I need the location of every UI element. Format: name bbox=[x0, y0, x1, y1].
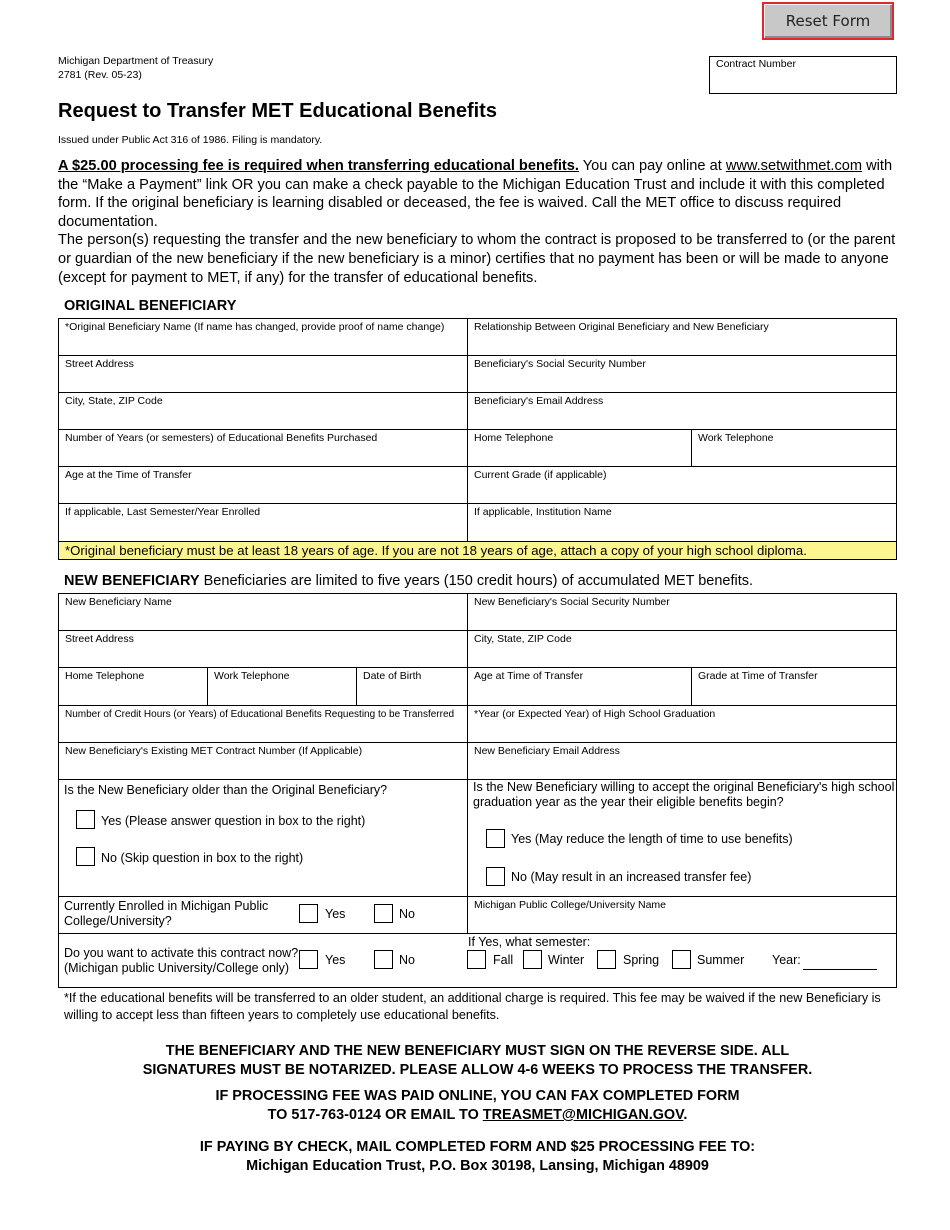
activate-question-line-1: Do you want to activate this contract now? bbox=[64, 946, 299, 960]
current-grade-field[interactable] bbox=[467, 466, 897, 504]
spring-checkbox[interactable] bbox=[597, 950, 616, 969]
fax-notice bbox=[58, 1087, 897, 1125]
date-of-birth-label: Date of Birth bbox=[363, 670, 422, 682]
original-street-field[interactable] bbox=[58, 355, 468, 393]
original-email-label: Beneficiary's Email Address bbox=[474, 395, 604, 407]
original-home-phone-label: Home Telephone bbox=[474, 432, 554, 444]
signature-line-1: THE BENEFICIARY AND THE NEW BENEFICIARY MUST SIGN ON THE REVERSE SIDE. ALL bbox=[165, 1043, 790, 1059]
fee-paragraph bbox=[58, 157, 898, 231]
accept-no-label: No (May result in an increased transfer fee) bbox=[511, 870, 752, 884]
mail-line-2: Michigan Education Trust, P.O. Box 30198, Lansing, Michigan 48909 bbox=[246, 1158, 709, 1174]
relationship-field[interactable] bbox=[467, 318, 897, 356]
relationship-label: Relationship Between Original Beneficiary and New Beneficiary bbox=[474, 321, 769, 333]
fax-line-2-end: . bbox=[683, 1107, 688, 1123]
treasmet-email-link[interactable]: TREASMET@MICHIGAN.GOV bbox=[482, 1107, 684, 1123]
accept-question-line-2: graduation year as the year their eligible benefits begin? bbox=[473, 795, 784, 809]
date-of-birth-field[interactable] bbox=[356, 667, 468, 706]
fee-bold: A $25.00 processing fee is required when transferring educational benefits. bbox=[58, 158, 579, 174]
original-age-field[interactable] bbox=[58, 466, 468, 504]
original-city-label: City, State, ZIP Code bbox=[65, 395, 163, 407]
new-street-field[interactable] bbox=[58, 630, 468, 668]
older-no-label: No (Skip question in box to the right) bbox=[101, 851, 304, 865]
new-home-phone-label: Home Telephone bbox=[65, 670, 145, 682]
institution-label: If applicable, Institution Name bbox=[474, 506, 612, 518]
spring-label: Spring bbox=[623, 953, 660, 967]
credit-hours-label: Number of Credit Hours (or Years) of Educational Benefits Requesting to be Transferred bbox=[65, 709, 455, 720]
activate-no-label: No bbox=[399, 953, 415, 967]
new-grade-field[interactable] bbox=[691, 667, 897, 706]
summer-label: Summer bbox=[697, 953, 745, 967]
new-street-label: Street Address bbox=[65, 633, 134, 645]
older-yes-label: Yes (Please answer question in box to the right) bbox=[101, 814, 366, 828]
fee-text-a: You can pay online at bbox=[578, 158, 726, 174]
new-heading-title: NEW BENEFICIARY bbox=[64, 573, 200, 589]
activate-question-line-2: (Michigan public University/College only) bbox=[64, 961, 290, 975]
page-title: Request to Transfer MET Educational Benefits bbox=[58, 100, 497, 122]
fee-text-b: with the “Make a Payment” link OR you can make a check payable to the Michigan Education Trust and include it with this completed form. If the original beneficiary is learning disabled or deceased, the fee is waived. Call the MET office to discuss required documentation. bbox=[58, 158, 893, 230]
original-home-phone-field[interactable] bbox=[467, 429, 692, 467]
original-work-phone-label: Work Telephone bbox=[698, 432, 774, 444]
original-ssn-label: Beneficiary's Social Security Number bbox=[474, 358, 646, 370]
original-city-field[interactable] bbox=[58, 392, 468, 430]
college-name-label: Michigan Public College/University Name bbox=[474, 899, 666, 911]
contract-number-field[interactable] bbox=[709, 56, 897, 94]
original-street-label: Street Address bbox=[65, 358, 134, 370]
new-home-phone-field[interactable] bbox=[58, 667, 208, 706]
activate-yes-label: Yes bbox=[325, 953, 346, 967]
new-name-field[interactable] bbox=[58, 593, 468, 631]
accept-question bbox=[473, 780, 894, 810]
contract-number-label: Contract Number bbox=[716, 58, 796, 70]
accept-question-line-1: Is the New Beneficiary willing to accept the original Beneficiary's high school bbox=[473, 780, 895, 794]
older-yes-checkbox[interactable] bbox=[76, 810, 95, 829]
credit-hours-field[interactable] bbox=[58, 705, 468, 743]
enrolled-question bbox=[64, 899, 268, 929]
semester-question: If Yes, what semester: bbox=[468, 935, 591, 949]
activate-question bbox=[64, 946, 298, 976]
new-beneficiary-heading bbox=[64, 573, 753, 589]
new-work-phone-field[interactable] bbox=[207, 667, 357, 706]
enrolled-yes-checkbox[interactable] bbox=[299, 904, 318, 923]
issued-note: Issued under Public Act 316 of 1986. Filing is mandatory. bbox=[58, 134, 323, 146]
new-city-field[interactable] bbox=[467, 630, 897, 668]
years-purchased-label: Number of Years (or semesters) of Educational Benefits Purchased bbox=[65, 432, 378, 444]
year-input[interactable] bbox=[803, 969, 877, 970]
fax-line-2-text: TO 517-763-0124 OR EMAIL TO bbox=[267, 1107, 483, 1123]
accept-yes-label: Yes (May reduce the length of time to use benefits) bbox=[511, 832, 793, 846]
new-name-label: New Beneficiary Name bbox=[65, 596, 172, 608]
website-link[interactable]: www.setwithmet.com bbox=[725, 158, 863, 174]
certify-paragraph: The person(s) requesting the transfer and the new beneficiary to whom the contract is proposed to be transferred to (or the parent or guardian of the new beneficiary if the new beneficiary is a minor) certifies that no payment has been or will be made to anyone (except for payment to MET, if any) for the transfer of educational benefits. bbox=[58, 232, 896, 286]
last-semester-field[interactable] bbox=[58, 503, 468, 542]
form-number: 2781 (Rev. 05-23) bbox=[58, 69, 142, 81]
signature-line-2: SIGNATURES MUST BE NOTARIZED. PLEASE ALLOW 4-6 WEEKS TO PROCESS THE TRANSFER. bbox=[142, 1062, 813, 1078]
enrolled-no-label: No bbox=[399, 907, 415, 921]
new-work-phone-label: Work Telephone bbox=[214, 670, 290, 682]
mail-line-1: IF PAYING BY CHECK, MAIL COMPLETED FORM AND $25 PROCESSING FEE TO: bbox=[199, 1139, 756, 1155]
department-name: Michigan Department of Treasury bbox=[58, 55, 214, 67]
new-email-label: New Beneficiary Email Address bbox=[474, 745, 620, 757]
accept-yes-checkbox[interactable] bbox=[486, 829, 505, 848]
new-ssn-label: New Beneficiary's Social Security Number bbox=[474, 596, 670, 608]
fax-line-2 bbox=[58, 1106, 897, 1125]
original-name-field[interactable] bbox=[58, 318, 468, 356]
college-name-field[interactable] bbox=[467, 896, 897, 934]
older-question: Is the New Beneficiary older than the Original Beneficiary? bbox=[64, 783, 388, 797]
summer-checkbox[interactable] bbox=[672, 950, 691, 969]
new-grade-label: Grade at Time of Transfer bbox=[698, 670, 818, 682]
signature-notice bbox=[58, 1042, 897, 1080]
enrolled-yes-label: Yes bbox=[325, 907, 346, 921]
original-age-label: Age at the Time of Transfer bbox=[65, 469, 192, 481]
new-city-label: City, State, ZIP Code bbox=[474, 633, 572, 645]
year-label: Year: bbox=[772, 953, 801, 967]
fax-line-1: IF PROCESSING FEE WAS PAID ONLINE, YOU CAN FAX COMPLETED FORM bbox=[215, 1088, 740, 1104]
current-grade-label: Current Grade (if applicable) bbox=[474, 469, 607, 481]
mail-notice bbox=[58, 1138, 897, 1176]
reset-form-button[interactable]: Reset Form bbox=[762, 2, 894, 40]
original-beneficiary-heading: ORIGINAL BENEFICIARY bbox=[64, 298, 237, 314]
activate-yes-checkbox[interactable] bbox=[299, 950, 318, 969]
enrolled-question-line-2: College/University? bbox=[64, 914, 172, 928]
fall-label: Fall bbox=[493, 953, 514, 967]
department-header bbox=[58, 54, 213, 82]
existing-contract-label: New Beneficiary's Existing MET Contract Number (If Applicable) bbox=[65, 745, 363, 757]
existing-contract-field[interactable] bbox=[58, 742, 468, 780]
winter-checkbox[interactable] bbox=[523, 950, 542, 969]
intro-text bbox=[58, 157, 898, 287]
new-age-field[interactable] bbox=[467, 667, 692, 706]
hs-grad-field[interactable] bbox=[467, 705, 897, 743]
new-heading-note: Beneficiaries are limited to five years (150 credit hours) of accumulated MET benefits. bbox=[199, 573, 754, 589]
new-age-label: Age at Time of Transfer bbox=[474, 670, 584, 682]
new-ssn-field[interactable] bbox=[467, 593, 897, 631]
hs-grad-label: *Year (or Expected Year) of High School Graduation bbox=[474, 708, 716, 720]
new-email-field[interactable] bbox=[467, 742, 897, 780]
original-email-field[interactable] bbox=[467, 392, 897, 430]
enrolled-no-checkbox[interactable] bbox=[374, 904, 393, 923]
accept-no-checkbox[interactable] bbox=[486, 867, 505, 886]
years-purchased-field[interactable] bbox=[58, 429, 468, 467]
older-student-note: *If the educational benefits will be transferred to an older student, an additional charge is required. This fee may be waived if the new Beneficiary is willing to accept less than fifteen years to completely use educational benefits. bbox=[64, 991, 881, 1022]
enrolled-question-line-1: Currently Enrolled in Michigan Public bbox=[64, 899, 269, 913]
original-name-label: *Original Beneficiary Name (If name has changed, provide proof of name change) bbox=[65, 321, 445, 333]
last-semester-label: If applicable, Last Semester/Year Enrolled bbox=[65, 506, 261, 518]
institution-field[interactable] bbox=[467, 503, 897, 542]
age-requirement-note: *Original beneficiary must be at least 18 years of age. If you are not 18 years of age, attach a copy of your high school diploma. bbox=[58, 541, 897, 560]
winter-label: Winter bbox=[548, 953, 585, 967]
activate-no-checkbox[interactable] bbox=[374, 950, 393, 969]
original-ssn-field[interactable] bbox=[467, 355, 897, 393]
older-no-checkbox[interactable] bbox=[76, 847, 95, 866]
fall-checkbox[interactable] bbox=[467, 950, 486, 969]
original-work-phone-field[interactable] bbox=[691, 429, 897, 467]
